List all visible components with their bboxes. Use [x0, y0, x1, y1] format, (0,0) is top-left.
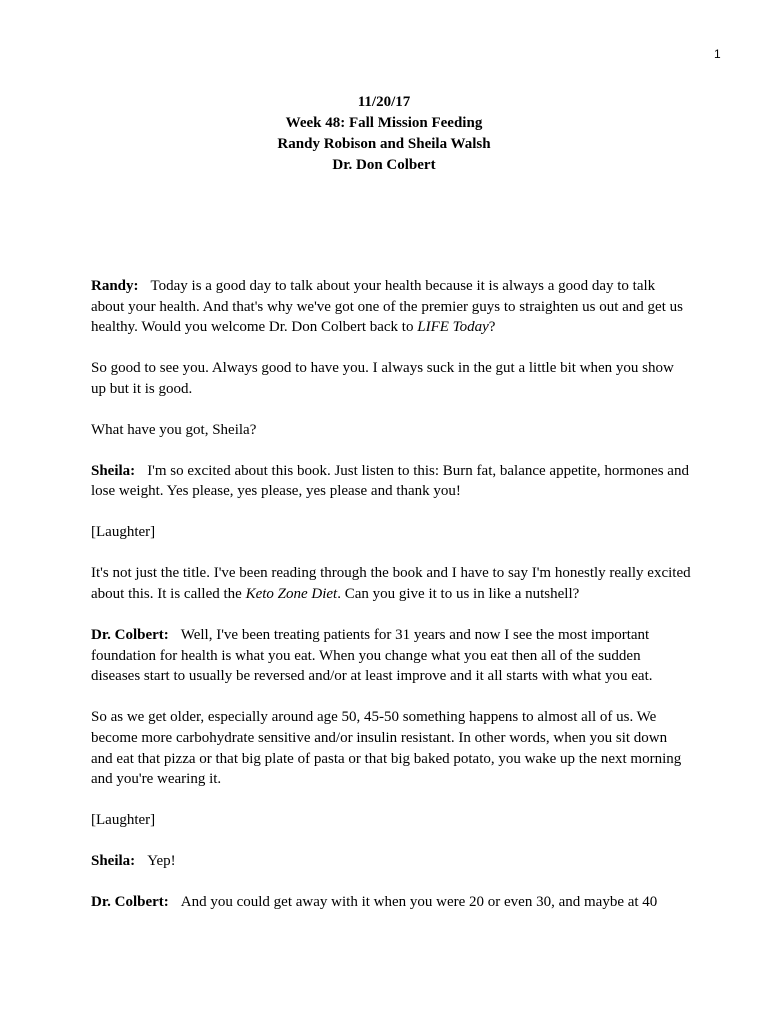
paragraph-colbert-continue — [91, 892, 691, 913]
paragraph-colbert-answer — [91, 625, 691, 687]
header-title: Week 48: Fall Mission Feeding — [285, 115, 483, 131]
paragraph-text: ? — [488, 319, 496, 336]
transcript-header — [0, 92, 768, 176]
speaker-label: Randy: — [91, 278, 139, 294]
speaker-label: Dr. Colbert: — [91, 626, 169, 643]
paragraph-question: What have you got, Sheila? — [91, 421, 257, 438]
paragraph-text: I'm so excited about this book. Just listen to this: Burn fat, balance appetite, hormones and lose weight. Yes please, yes please, yes please and thank you! — [91, 462, 689, 500]
page-number: 1 — [714, 47, 721, 61]
paragraph-age: So as we get older, especially around age 50, 45-50 something happens to almost all of us. We become more carbohydrate sensitive and/or insulin resistant. In other words, when you sit down and eat that pizza or that big plate of pasta or that big baked potato, you wake up the next morning and you're wearing it. — [91, 709, 682, 788]
paragraph-sheila-yep — [91, 851, 691, 872]
paragraph-sheila-book — [91, 461, 691, 502]
speaker-label: Dr. Colbert: — [91, 893, 169, 910]
paragraph-text: It's not just the title. I've been reading through the book and I have to say I'm honestly really excited about this. It is called the — [91, 565, 691, 602]
transcript-body — [91, 276, 691, 933]
speaker-label: Sheila: — [91, 853, 136, 870]
header-date: 11/20/17 — [357, 94, 411, 110]
show-title: LIFE Today — [417, 319, 489, 336]
paragraph-text: . Can you give it to us in like a nutshell? — [337, 585, 580, 602]
header-hosts: Randy Robison and Sheila Walsh — [277, 136, 491, 152]
header-guest: Dr. Don Colbert — [332, 157, 436, 173]
paragraph-laughter: [Laughter] — [91, 812, 156, 829]
speaker-label: Sheila: — [91, 462, 136, 479]
paragraph-greeting: So good to see you. Always good to have you. I always suck in the gut a little bit when you show up but it is good. — [91, 360, 674, 397]
paragraph-text: Yep! — [147, 853, 176, 870]
paragraph-randy-intro — [91, 276, 691, 338]
book-title: Keto Zone Diet — [245, 585, 338, 602]
paragraph-text: Well, I've been treating patients for 31 years and now I see the most important foundation for health is what you eat. When you change what you eat then all of the sudden diseases start to usually be reversed and/or at least improve and it all starts with what you eat. — [91, 626, 653, 685]
paragraph-text: And you could get away with it when you were 20 or even 30, and maybe at 40 — [180, 893, 658, 910]
paragraph-text: Today is a good day to talk about your health because it is always a good day to talk about your health. And that's why we've got one of the premier guys to straighten us out and get us healthy. Would you welcome Dr. Don Colbert back to — [91, 278, 683, 336]
paragraph-keto-title — [91, 563, 691, 604]
paragraph-laughter: [Laughter] — [91, 524, 156, 541]
